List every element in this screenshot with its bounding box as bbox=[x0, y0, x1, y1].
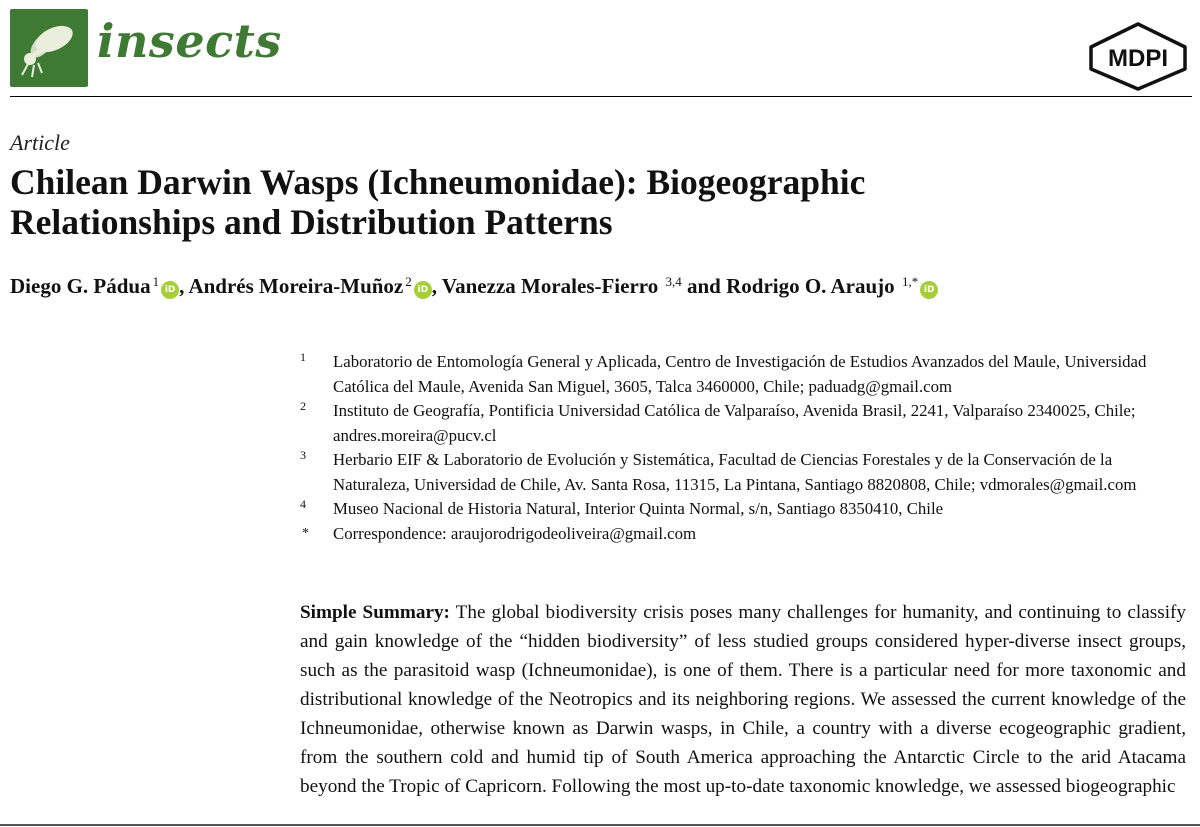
affiliation-text: Museo Nacional de Historia Natural, Interior Quinta Normal, s/n, Santiago 8350410, Chile bbox=[333, 499, 944, 518]
author-list bbox=[10, 274, 1200, 299]
affiliation-number: 1 bbox=[300, 350, 306, 364]
author-separator: , bbox=[431, 274, 442, 298]
affiliation-number: 2 bbox=[300, 399, 306, 413]
orcid-icon[interactable]: iD bbox=[414, 281, 432, 299]
author-name: Diego G. Pádua bbox=[10, 274, 151, 298]
summary-label: Simple Summary: bbox=[300, 602, 450, 623]
author-name: Rodrigo O. Araujo bbox=[726, 274, 895, 298]
correspondence-text: Correspondence: araujorodrigodeoliveira@gmail.com bbox=[333, 523, 697, 543]
page-bottom-edge bbox=[0, 824, 1200, 826]
title-line-2: Relationships and Distribution Patterns bbox=[10, 202, 613, 242]
insect-logo-icon[interactable] bbox=[10, 9, 88, 87]
summary-text: The global biodiversity crisis poses many challenges for humanity, and continuing to classify and gain knowledge of the “hidden biodiversity” of less studied groups considered hyper-diverse insect groups, such as the parasitoid wasp (Ichneumonidae), is one of them. There is a particular need for more taxonomic and distributional knowledge of the Neotropics and its neighboring regions. We assessed the current knowledge of the Ichneumonidae, otherwise known as Darwin wasps, in Chile, a country with a diverse ecogeographic gradient, from the southern cold and humid tip of South America approaching the Antarctic Circle to the arid Atacama beyond the Tropic of Capricorn. Following the most up-to-date taxonomic knowledge, we assessed biogeographic bbox=[300, 602, 1187, 797]
author-affiliation-ref: 3,4 bbox=[665, 274, 682, 289]
author-name: Vanezza Morales-Fierro bbox=[441, 274, 659, 298]
simple-summary bbox=[300, 598, 1186, 801]
affiliation-item bbox=[300, 497, 1190, 522]
correspondence-mark: * bbox=[302, 525, 309, 541]
affiliation-item bbox=[300, 350, 1190, 399]
author-affiliation-ref: 1 bbox=[152, 274, 160, 289]
journal-header bbox=[0, 0, 1200, 98]
header-divider bbox=[10, 96, 1192, 97]
affiliation-text: Laboratorio de Entomología General y Aplicada, Centro de Investigación de Estudios Avanzados del Maule, Universidad Católica del Maule, Avenida San Miguel, 3605, Talca 3460000, Chile; paduadg@gmail.com bbox=[333, 352, 1147, 396]
affiliation-text: Herbario EIF & Laboratorio de Evolución y Sistemática, Facultad de Ciencias Forestales y de la Conservación de la Naturaleza, Universidad de Chile, Av. Santa Rosa, 11315, La Pintana, Santiago 8820808, Chile; vdmorales@gmail.com bbox=[333, 450, 1137, 494]
article-title bbox=[10, 162, 1190, 242]
author-affiliation-ref: 2 bbox=[405, 274, 412, 289]
orcid-icon[interactable]: iD bbox=[920, 281, 938, 299]
affiliation-text: Instituto de Geografía, Pontificia Universidad Católica de Valparaíso, Avenida Brasil, 2241, Valparaíso 2340025, Chile; andres.moreira@pucv.cl bbox=[333, 401, 1136, 445]
affiliation-item bbox=[300, 448, 1190, 497]
journal-name[interactable]: insects bbox=[97, 14, 282, 68]
affiliations bbox=[300, 350, 1190, 546]
title-line-1: Chilean Darwin Wasps (Ichneumonidae): Biogeographic bbox=[10, 162, 866, 202]
author-separator: , bbox=[179, 274, 189, 298]
author-separator: and bbox=[681, 274, 727, 298]
affiliation-number: 3 bbox=[300, 448, 306, 462]
orcid-icon[interactable]: iD bbox=[161, 281, 179, 299]
article-type: Article bbox=[10, 130, 70, 155]
author-name: Andrés Moreira-Muñoz bbox=[188, 274, 404, 298]
affiliation-number: 4 bbox=[300, 497, 306, 511]
author-affiliation-ref: 1,* bbox=[901, 274, 919, 289]
publisher-name: MDPI bbox=[1108, 45, 1168, 72]
correspondence bbox=[300, 522, 1190, 547]
affiliation-item bbox=[300, 399, 1190, 448]
mdpi-logo-icon[interactable] bbox=[1086, 21, 1190, 91]
